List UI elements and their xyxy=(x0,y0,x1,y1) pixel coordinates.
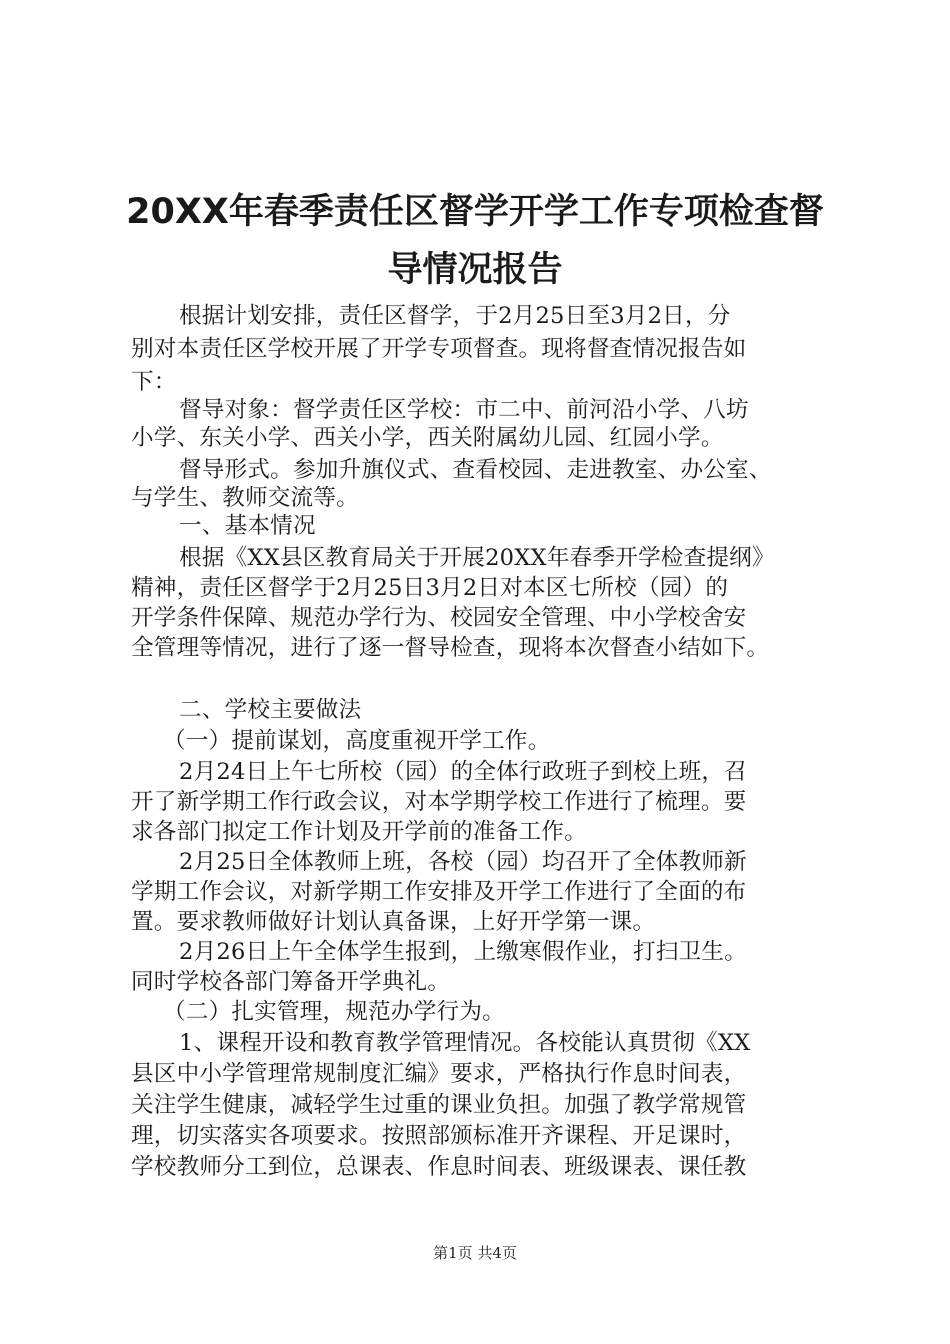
paragraph-line: 求各部门拟定工作计划及开学前的准备工作。 xyxy=(131,819,587,845)
paragraph-line: 开学条件保障、规范办学行为、校园安全管理、中小学校舍安 xyxy=(131,605,747,631)
paragraph-line: 2月26日上午全体学生报到，上缴寒假作业，打扫卫生。 xyxy=(179,939,747,965)
paragraph-line: 督导形式。参加升旗仪式、查看校园、走进教室、办公室、 xyxy=(179,457,772,483)
section-heading: 一、基本情况 xyxy=(179,513,316,539)
subsection-heading: （二）扎实管理，规范办学行为。 xyxy=(163,999,505,1025)
subsection-heading: （一）提前谋划，高度重视开学工作。 xyxy=(163,728,551,754)
paragraph-line: 小学、东关小学、西关小学，西关附属幼儿园、红园小学。 xyxy=(131,425,724,451)
paragraph-line: 县区中小学管理常规制度汇编》要求，严格执行作息时间表， xyxy=(131,1061,747,1087)
paragraph-line: 关注学生健康，减轻学生过重的课业负担。加强了教学常规管 xyxy=(131,1092,747,1118)
paragraph-line: 与学生、教师交流等。 xyxy=(131,485,359,511)
paragraph-line: 下： xyxy=(131,369,177,395)
paragraph-line: 根据《XX县区教育局关于开展20XX年春季开学检查提纲》 xyxy=(179,545,775,571)
paragraph-line: 置。要求教师做好计划认真备课，上好开学第一课。 xyxy=(131,909,656,935)
paragraph-line: 2月25日全体教师上班，各校（园）均召开了全体教师新 xyxy=(179,849,747,875)
paragraph-line: 理，切实落实各项要求。按照部颁标准开齐课程、开足课时， xyxy=(131,1123,747,1149)
page-number-footer: 第1页 共4页 xyxy=(433,1244,517,1262)
paragraph-line: 1、课程开设和教育教学管理情况。各校能认真贯彻《XX xyxy=(179,1030,751,1056)
paragraph-line: 全管理等情况，进行了逐一督导检查，现将本次督查小结如下。 xyxy=(131,635,770,661)
paragraph-line: 学校教师分工到位，总课表、作息时间表、班级课表、课任教 xyxy=(131,1154,747,1180)
paragraph-line: 督导对象：督学责任区学校：市二中、前河沿小学、八坊 xyxy=(179,397,749,423)
section-heading: 二、学校主要做法 xyxy=(179,697,362,723)
paragraph-line: 同时学校各部门筹备开学典礼。 xyxy=(131,969,451,995)
paragraph-line: 根据计划安排，责任区督学，于2月25日至3月2日，分 xyxy=(179,303,731,329)
paragraph-line: 别对本责任区学校开展了开学专项督查。现将督查情况报告如 xyxy=(131,336,747,362)
document-title-line-2: 导情况报告 xyxy=(387,250,563,290)
document-title-line-1: 20XX年春季责任区督学开学工作专项检查督 xyxy=(126,192,824,232)
paragraph-line: 精神，责任区督学于2月25日3月2日对本区七所校（园）的 xyxy=(131,575,729,601)
paragraph-line: 学期工作会议，对新学期工作安排及开学工作进行了全面的布 xyxy=(131,879,747,905)
paragraph-line: 开了新学期工作行政会议，对本学期学校工作进行了梳理。要 xyxy=(131,789,747,815)
paragraph-line: 2月24日上午七所校（园）的全体行政班子到校上班，召 xyxy=(179,759,747,785)
